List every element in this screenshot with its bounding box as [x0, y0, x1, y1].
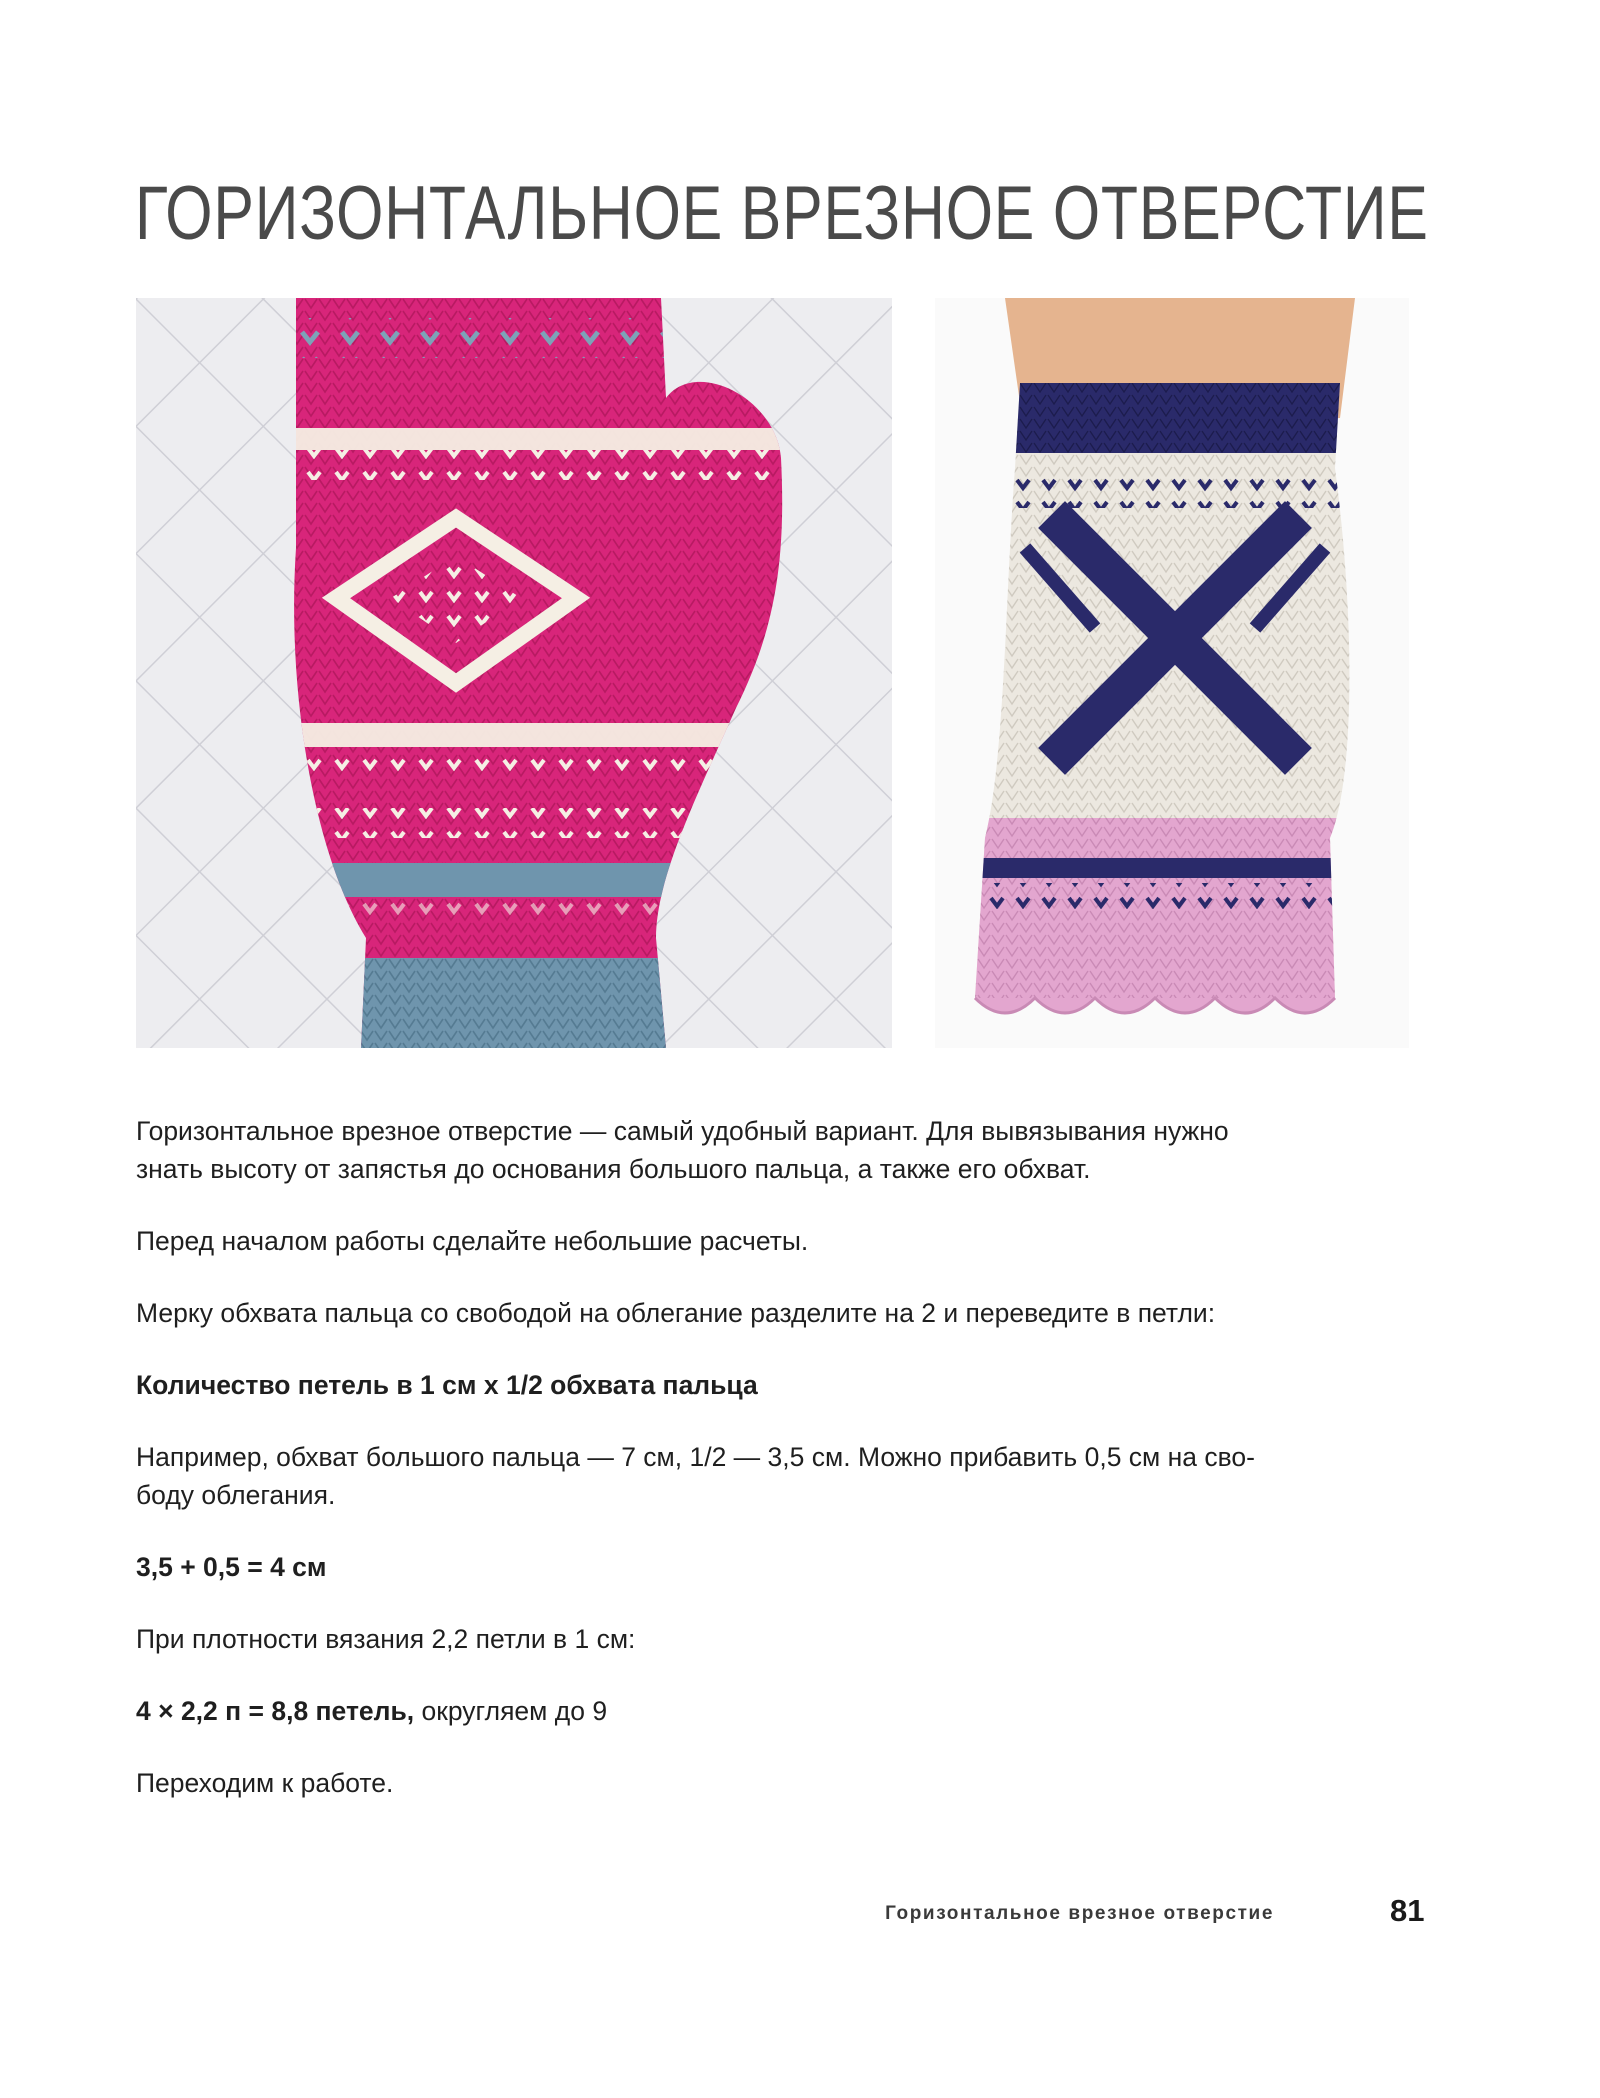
running-footer: Горизонтальное врезное отверстие: [885, 1903, 1274, 1924]
paragraph-gauge: При плотности вязания 2,2 петли в 1 см:: [136, 1624, 636, 1654]
paragraph-measure: Мерку обхвата пальца со свободой на облегание разделите на 2 и переведите в петли:: [136, 1298, 1216, 1328]
formula-result-rest: округляем до 9: [414, 1696, 608, 1726]
page-number: 81: [1390, 1893, 1425, 1928]
paragraph-intro-line1: Горизонтальное врезное отверстие — самый удобный вариант. Для вывязывания нужно: [136, 1116, 1229, 1146]
formula-result: [136, 1692, 1416, 1730]
paragraph-intro-line2: знать высоту от запястья до основания большого пальца, а также его обхват.: [136, 1154, 1091, 1184]
paragraph-start-work: Переходим к работе.: [136, 1768, 394, 1798]
formula-sum: 3,5 + 0,5 = 4 см: [136, 1552, 327, 1582]
paragraph-calculations: Перед началом работы сделайте небольшие расчеты.: [136, 1226, 809, 1256]
paragraph-example-line1: Например, обхват большого пальца — 7 см, 1/2 — 3,5 см. Можно прибавить 0,5 см на сво-: [136, 1442, 1255, 1472]
paragraph-example-line2: боду облегания.: [136, 1480, 336, 1510]
mitten-photo: [136, 298, 892, 1048]
body-text: [136, 1112, 1416, 1836]
wrist-warmer-photo: [935, 298, 1409, 1048]
formula-result-bold: 4 × 2,2 п = 8,8 петель,: [136, 1696, 415, 1726]
formula-stitch-count: Количество петель в 1 см х 1/2 обхвата пальца: [136, 1370, 758, 1400]
page-title: ГОРИЗОНТАЛЬНОЕ ВРЕЗНОЕ ОТВЕРСТИЕ: [135, 171, 1429, 256]
mitten-illustration: [136, 298, 892, 1048]
wrist-warmer-illustration: [935, 298, 1409, 1048]
paragraph-intro: [136, 1112, 1416, 1188]
paragraph-example: [136, 1438, 1416, 1514]
